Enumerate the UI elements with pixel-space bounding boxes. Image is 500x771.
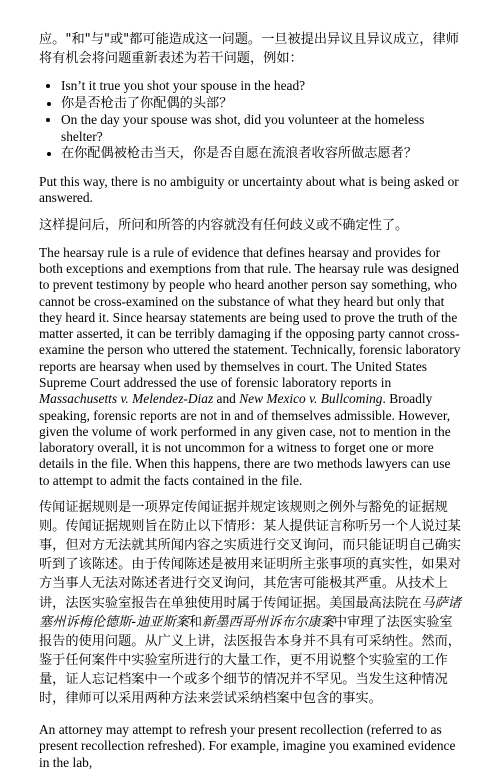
case-name-bullcoming-zh: 新墨西哥州诉布尔康案 <box>202 614 334 630</box>
text-run: 中审理了法医实验室报告的使用问题。从广义上讲，法医报告本身并不具有可采纳性。然而，鉴于任何案件中实验室所进行的大量工作，更不用说整个实验室的工作量，证人忘记档案中一个或多个细节的情况并不罕见。当发生这种情况时，律师可以采用两种方法来尝试采纳档案中包含的事实。 <box>39 614 461 706</box>
text-run: . Broadly speaking, forensic reports are not in and of themselves admissible. However, given the volume of work performed in any given case, not to mention in the laboratory overall, it is not uncommon for a witness to forget one or more details in the file. When this happens, there are two methods lawyers can use to attempt to admit the facts contained in the file. <box>39 391 451 488</box>
case-name-bullcoming: New Mexico v. Bullcoming <box>239 391 383 407</box>
text-run: 传闻证据规则是一项界定传闻证据并规定该规则之例外与豁免的证据规则。传闻证据规则旨在防止以下情形：某人提供证言称听另一个人说过某事，但对方无法就其所闻内容之实质进行交叉询问，而只能证明自己确实听到了该陈述。由于传闻陈述是被用来证明所主张事项的真实性，如果对方当事人无法对陈述者进行交叉询问，其危害可能极其严重。从技术上讲，法医实验室报告在单独使用时属于传闻证据。美国最高法院在 <box>39 500 461 611</box>
list-item: • 在你配偶被枪击当天，你是否自愿在流浪者收容所做志愿者？ <box>61 145 461 163</box>
paragraph-en-hearsay-rule <box>39 245 461 489</box>
paragraph-en-recollection: An attorney may attempt to refresh your present recollection (referred to as present recollection refreshed). For example, imagine you examined evidence in the lab, <box>39 722 456 770</box>
paragraph-zh-hearsay-rule <box>39 498 461 708</box>
case-name-melendez-diaz: Massachusetts v. Melendez-Diaz <box>39 391 214 407</box>
case-name-melendez-diaz-zh: 马萨诸塞州诉梅伦德斯-迪亚斯案 <box>39 595 461 630</box>
paragraph-zh-objection: 应。"和"与"或"都可能造成这一问题。一旦被提出异议且异议成立，律师将有机会将问题重新表述为若干问题，例如： <box>39 32 459 67</box>
question-list <box>39 78 461 162</box>
text-run: The hearsay rule is a rule of evidence that defines hearsay and provides for both exceptions and exemptions from that rule. The hearsay rule was designed to prevent testimony by people who heard another person say something, who cannot be cross-examined on the substance of what they heard but only that they heard it. Since hearsay statements are being used to prove the truth of the matter asserted, it can be terribly damaging if the opposing party cannot cross-examine the person who uttered the statement. Technically, forensic laboratory reports are hearsay when used by themselves in court. The United States Supreme Court addressed the use of forensic laboratory reports in <box>39 244 461 390</box>
list-item: • Isn’t it true you shot your spouse in the head? <box>61 78 461 94</box>
list-item: • 你是否枪击了你配偶的头部？ <box>61 95 461 113</box>
list-item: • On the day your spouse was shot, did you volunteer at the homeless shelter? <box>61 112 461 145</box>
paragraph-zh-put-this-way: 这样提问后，所问和所答的内容就没有任何歧义或不确定性了。 <box>39 218 409 234</box>
text-run: 和 <box>188 614 203 630</box>
paragraph-en-put-this-way: Put this way, there is no ambiguity or uncertainty about what is being asked or answered. <box>39 173 459 206</box>
text-run: and <box>213 391 240 407</box>
